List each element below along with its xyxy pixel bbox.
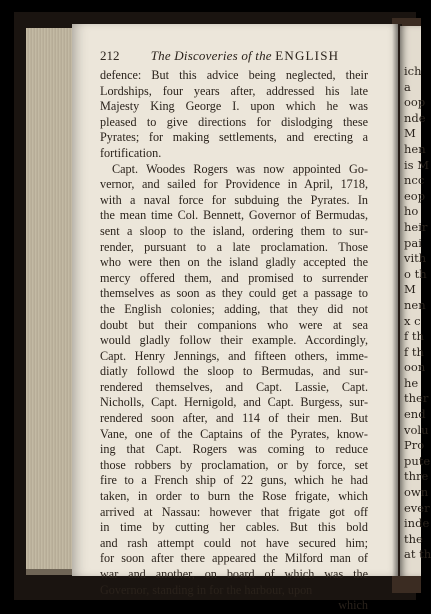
- facing-page-fragment: vith: [404, 251, 427, 266]
- facing-page-fragment: heir: [404, 219, 428, 234]
- text-line: Pyrates; for making settlements, and erecting a: [100, 130, 368, 145]
- catchword: which: [338, 598, 368, 613]
- text-line: war and another, on board of which was the: [100, 567, 368, 581]
- facing-page: [400, 26, 431, 576]
- facing-page-fragment: at th: [404, 547, 431, 562]
- page-edges: [26, 28, 78, 571]
- facing-page-fragment: pute: [404, 453, 431, 468]
- facing-page-fragment: pai: [404, 235, 422, 250]
- text-line: would gladly follow their example. Accordingly,: [100, 333, 368, 348]
- facing-page-fragment: eop: [404, 188, 426, 203]
- facing-page-fragment: Pro: [404, 438, 425, 453]
- facing-page-fragment: nen: [404, 297, 426, 312]
- text-line: defence: But this advice being neglected, their: [100, 68, 368, 82]
- text-line: render, pursuant to a late proclamation. Those: [100, 239, 368, 254]
- facing-page-fragment: oon: [404, 360, 426, 375]
- facing-page-fragment: a: [404, 79, 411, 94]
- text-line: diatly followd the sloop to Bermudas, and sur-: [100, 364, 368, 379]
- text-line: arrived at Nassau: however that frigate got off: [100, 504, 368, 519]
- text-line: the English colonies; adding, that they did not: [100, 301, 368, 316]
- facing-page-fragment: hen: [404, 141, 426, 156]
- text-line: pleased to give directions for dislodging these: [100, 114, 368, 129]
- text-line: and rash attempt could not have secured him;: [100, 535, 368, 550]
- facing-page-fragment: inde: [404, 516, 430, 531]
- text-line: mercy offered them, and promised to surrender: [100, 270, 368, 285]
- text-line: fire to a French ship of 22 guns, which he had: [100, 473, 368, 488]
- facing-page-fragment: o th: [404, 266, 427, 281]
- facing-page-fragment: ho: [404, 204, 419, 219]
- text-line: with a naval force for subduing the Pyrates. In: [100, 192, 368, 207]
- facing-page-fragment: the: [404, 531, 423, 546]
- text-line: in time by cutting her cables. But this bold: [100, 520, 368, 535]
- text-line: sent a sloop to the island, ordering them to sur-: [100, 223, 368, 238]
- facing-page-fragment: own: [404, 485, 429, 500]
- text-line: fortification.: [100, 145, 162, 160]
- text-line: doubt but their companions who were at sea: [100, 317, 368, 332]
- facing-page-fragment: ncc: [404, 173, 425, 188]
- text-line: who were then on the island gladly accepted the: [100, 255, 368, 270]
- facing-page-fragment: end: [404, 407, 426, 422]
- facing-page-fragment: ever: [404, 500, 430, 515]
- facing-page-fragment: is M: [404, 157, 430, 172]
- facing-page-fragment: he: [404, 375, 419, 390]
- text-line: Majesty King George I. upon which he was: [100, 99, 368, 114]
- facing-page-fragment: f th: [404, 329, 424, 344]
- facing-page-fragment: x c: [404, 313, 421, 328]
- text-line: the mean time Col. Bennett, Governor of Bermudas,: [100, 208, 368, 223]
- text-line: Nicholls, Capt. Hernigold, and Capt. Burgess, sur-: [100, 395, 368, 410]
- facing-page-fragment: f th: [404, 344, 424, 359]
- running-title-prefix: The Discoveries of the: [150, 48, 276, 63]
- page-number: 212: [100, 48, 120, 63]
- text-line: taken, in order to burn the Rose frigate, which: [100, 489, 368, 504]
- facing-page-text: [400, 64, 431, 563]
- facing-page-fragment: M: [404, 282, 416, 297]
- facing-page-fragment: ther: [404, 391, 429, 406]
- text-line: rendered themselves, and Capt. Lassie, Capt.: [100, 379, 368, 394]
- facing-page-fragment: ich: [404, 64, 422, 78]
- running-title: [122, 48, 368, 64]
- text-line: Capt. Henry Jennings, and fifteen others, imme-: [100, 348, 368, 363]
- text-line: themselves as soon as they could get a passage to: [100, 286, 368, 301]
- running-title-caps: ENGLISH: [275, 48, 340, 63]
- facing-page-fragment: oop: [404, 95, 426, 110]
- text-line: Governor, standing in for the harbour, upon: [100, 582, 313, 597]
- text-line: Vane, one of the Captains of the Pyrates, know-: [100, 426, 368, 441]
- text-line: vernor, and sailed for Providence in April, 1718,: [100, 177, 368, 192]
- text-line: ing that Capt. Rogers was coming to reduce: [100, 442, 368, 457]
- page-header: [100, 48, 368, 66]
- text-line: rendered soon after, and 114 of their men. But: [100, 411, 368, 426]
- page-body-text: [100, 68, 368, 614]
- text-line: for soon after there appeared the Milford man of: [100, 551, 368, 566]
- facing-page-fragment: M: [404, 126, 416, 141]
- facing-page-fragment: thre: [404, 469, 429, 484]
- text-line: Lordships, four years after, addressed his late: [100, 83, 368, 98]
- text-line: those robbers by proclamation, or by force, set: [100, 457, 368, 472]
- text-line: Capt. Woodes Rogers was now appointed Go-: [112, 161, 368, 176]
- facing-page-fragment: volu: [404, 422, 429, 437]
- facing-page-fragment: nde: [404, 110, 426, 125]
